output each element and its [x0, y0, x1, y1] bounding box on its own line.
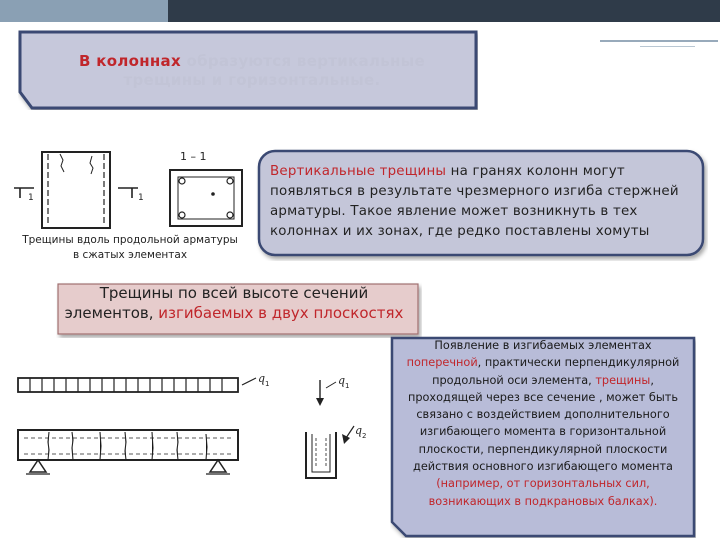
- two-plane-bending-highlight: изгибаемых в двух плоскостях: [158, 304, 404, 322]
- two-plane-bending-text: [58, 283, 410, 323]
- decorative-rule-short: [640, 46, 695, 47]
- caption-line-2: в сжатых элементах: [72, 249, 188, 261]
- transverse-text-6: (например, от горизонтальных сил, возникающих в подкрановых балках).: [428, 477, 658, 508]
- title-highlight: В колоннах: [78, 52, 181, 70]
- section-mark-right: 1: [138, 193, 144, 203]
- vertical-cracks-body: на гранях колонн могут появляться в результате чрезмерного изгиба стержней арматуры. Такое явление может возникнуть в тех колоннах и их зонах, где редко поставлены хомуты: [270, 164, 679, 239]
- column-crack-figure: [10, 142, 258, 234]
- top-bar-accent: [0, 0, 168, 22]
- beam-crack-figure: [8, 368, 378, 528]
- transverse-text-1: Появление в изгибаемых элементах: [434, 339, 652, 352]
- two-plane-bending-body: Трещины по всей высоте сечений элементов,: [64, 284, 369, 322]
- section-mark-left: 1: [28, 193, 34, 203]
- transverse-text-3: , практически перпендикулярной продольной оси элемента,: [432, 356, 680, 387]
- load-label-1: 1: [265, 380, 270, 388]
- transverse-text-5: , проходящей через все сечение , может быть связано с воздействием дополнительного изгибающего момента в горизонтальной плоскости, перпендикулярной плоскости действия основного изгибающего момента: [407, 373, 679, 474]
- title-rest: образуются вертикальные трещины и горизонтальные.: [123, 52, 426, 89]
- decorative-rule: [600, 40, 718, 42]
- vertical-cracks-text: [270, 162, 695, 242]
- vertical-cracks-highlight: Вертикальные трещины: [270, 164, 447, 179]
- load-label-q2: q: [338, 374, 346, 387]
- section-label: 1 – 1: [180, 150, 207, 163]
- load-label-q3: q: [355, 424, 363, 437]
- figure1-caption: [0, 233, 260, 263]
- load-label-q: q: [258, 372, 266, 385]
- slide-title: [36, 52, 468, 90]
- caption-line-1: Трещины вдоль продольной арматуры: [22, 234, 238, 246]
- load-label-1b: 1: [345, 382, 350, 390]
- load-label-2: 2: [362, 432, 367, 440]
- transverse-crack-text: [398, 337, 688, 510]
- transverse-text-2: поперечной: [406, 356, 478, 370]
- transverse-text-4: трещины: [595, 373, 651, 387]
